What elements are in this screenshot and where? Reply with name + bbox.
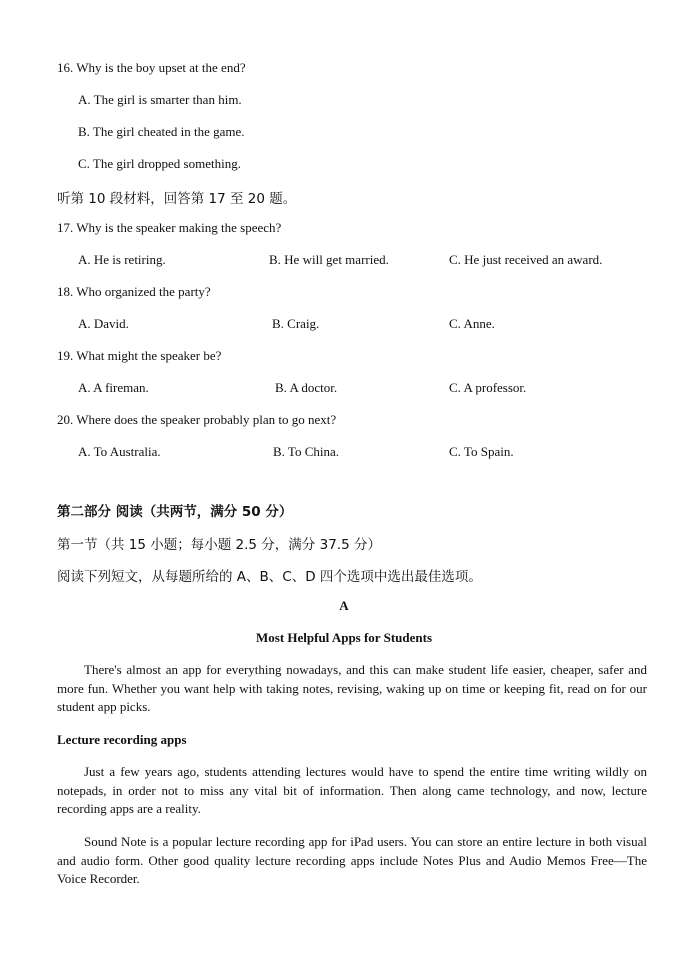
passage-paragraph-2-text: Sound Note is a popular lecture recording app for iPad users. You can store an entire lecture in both visual and audio form. Other good quality lecture recording apps include Notes Plus and Audio Memos Free—The Voice Recorder. [57,834,647,886]
question-20-stem: 20. Where does the speaker probably plan to go next? [57,412,337,427]
question-20-option-b: B. To China. [273,444,340,459]
instruction-material-10: 听第 10 段材料，回答第 17 至 20 题。 [57,191,297,207]
passage-paragraph-1-text: Just a few years ago, students attending lectures would have to spend the entire time writing wildly on notepads, in order not to miss any vital bit of information. Then along came technology, and now, lecture recording apps are a reality. [57,764,647,816]
section-heading-lecture-recording: Lecture recording apps [57,732,187,747]
question-18-stem: 18. Who organized the party? [57,284,211,299]
question-19-stem: 19. What might the speaker be? [57,348,222,363]
question-19-option-c: C. A professor. [449,380,527,395]
question-20-option-a: A. To Australia. [78,444,161,459]
question-18-option-c: C. Anne. [449,316,495,331]
question-16-option-b: B. The girl cheated in the game. [78,124,245,139]
passage-paragraph-2 [57,833,647,889]
passage-title: Most Helpful Apps for Students [255,630,432,645]
question-20-option-c: C. To Spain. [449,444,514,459]
question-17-stem: 17. Why is the speaker making the speech? [57,220,282,235]
passage-letter: A [339,598,349,613]
question-18-option-a: A. David. [78,316,129,331]
question-18-option-b: B. Craig. [272,316,320,331]
passage-intro [57,661,647,717]
passage-intro-text: There's almost an app for everything nowadays, and this can make student life easier, cheaper, safer and more fun. Whether you want help with taking notes, revising, waking up on time or keeping fit, read on for our student app picks. [57,662,647,714]
question-17-option-c: C. He just received an award. [449,252,603,267]
section1-title: 第一节（共 15 小题；每小题 2.5 分，满分 37.5 分） [57,537,381,553]
question-19-option-b: B. A doctor. [275,380,338,395]
question-17-option-b: B. He will get married. [269,252,389,267]
reading-instruction: 阅读下列短文，从每题所给的 A、B、C、D 四个选项中选出最佳选项。 [57,569,482,585]
part2-title: 第二部分 阅读（共两节，满分 50 分） [57,504,293,520]
question-16-option-a: A. The girl is smarter than him. [78,92,242,107]
passage-paragraph-1 [57,763,647,819]
question-16-option-c: C. The girl dropped something. [78,156,241,171]
question-16-stem: 16. Why is the boy upset at the end? [57,60,246,75]
question-17-option-a: A. He is retiring. [78,252,166,267]
question-19-option-a: A. A fireman. [78,380,149,395]
